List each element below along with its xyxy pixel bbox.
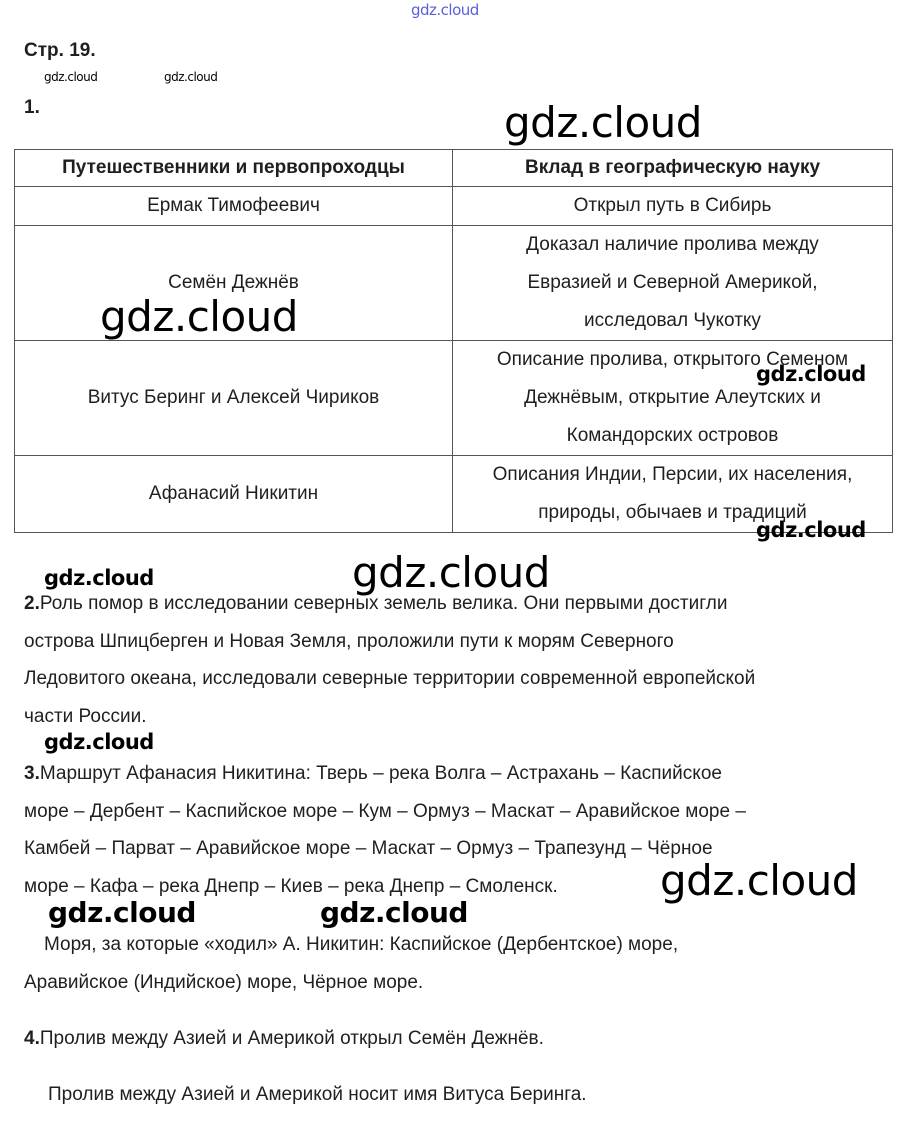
contribution-line: Евразией и Северной Америкой, — [527, 272, 818, 293]
contribution-line: Описания Индии, Персии, их населения, — [492, 464, 853, 485]
text-line: море – Кафа – река Днепр – Киев – река Днепр – Смоленск. — [24, 875, 558, 897]
task1-label: 1. — [24, 97, 40, 118]
text-line: острова Шпицберген и Новая Земля, проложили пути к морям Северного — [24, 630, 674, 652]
travelers-table — [14, 149, 893, 533]
contribution-line: Командорских островов — [566, 425, 779, 446]
text-span: Роль помор в исследовании северных земель велика. Они первыми достигли — [39, 593, 728, 614]
text-line — [24, 585, 755, 623]
text-line: Моря, за которые «ходил» А. Никитин: Каспийское (Дербентское) море, — [44, 934, 679, 955]
text-line: Ледовитого океана, исследовали северные территории современной европейской — [24, 668, 756, 689]
text-line — [24, 1020, 544, 1058]
text-line — [24, 755, 746, 793]
table-header: Вклад в географическую науку — [453, 150, 893, 187]
contribution-line: Открыл путь в Сибирь — [573, 195, 772, 216]
watermark-top: gdz.cloud — [411, 1, 479, 19]
watermark-large: gdz.cloud — [100, 292, 298, 341]
task3-text — [24, 755, 746, 905]
contribution-line: природы, обычаев и традиций — [538, 502, 807, 523]
watermark-medium: gdz.cloud — [44, 566, 154, 590]
watermark-medium: gdz.cloud — [320, 896, 468, 929]
table-header: Путешественники и первопроходцы — [15, 150, 453, 187]
contribution-line: Дежнёвым, открытие Алеутских и — [524, 387, 821, 408]
watermark-large: gdz.cloud — [504, 98, 702, 147]
text-line: части России. — [24, 705, 147, 727]
watermark-medium: gdz.cloud — [756, 362, 866, 386]
traveler-name: Ермак Тимофеевич — [15, 187, 453, 226]
traveler-name: Витус Беринг и Алексей Чириков — [15, 341, 453, 456]
watermark-large: gdz.cloud — [660, 856, 858, 905]
table-row — [15, 187, 893, 226]
text-line: море – Дербент – Каспийское море – Кум – Ормуз – Маскат – Аравийское море – — [24, 800, 746, 822]
contribution-line: Описание пролива, открытого Семеном — [496, 349, 849, 370]
task4-text — [24, 1020, 544, 1058]
watermark-medium: gdz.cloud — [44, 730, 154, 754]
task4-text-2: Пролив между Азией и Америкой носит имя Витуса Беринга. — [48, 1084, 587, 1105]
contribution-line: исследовал Чукотку — [584, 310, 761, 331]
watermark-small: gdz.cloud — [164, 70, 218, 84]
text-line: Камбей – Парват – Аравийское море – Маскат – Ормуз – Трапезунд – Чёрное — [24, 838, 713, 859]
task3-seas-text — [24, 926, 678, 1001]
text-line: Аравийское (Индийское) море, Чёрное море. — [24, 971, 424, 993]
contribution — [453, 341, 893, 456]
watermark-small: gdz.cloud — [44, 70, 98, 84]
task-number: 4. — [24, 1028, 40, 1049]
traveler-name: Семён Дежнёв — [15, 226, 453, 341]
table-row — [15, 341, 893, 456]
watermark-large: gdz.cloud — [352, 548, 550, 597]
task-number: 3. — [24, 763, 40, 784]
text-span: Пролив между Азией и Америкой открыл Семён Дежнёв. — [39, 1028, 544, 1049]
page-label: Стр. 19. — [24, 40, 96, 61]
table-header-row — [15, 150, 893, 187]
watermark-medium: gdz.cloud — [48, 896, 196, 929]
contribution — [453, 187, 893, 226]
text-span: Маршрут Афанасия Никитина: Тверь – река Волга – Астрахань – Каспийское — [39, 763, 722, 784]
task2-text — [24, 585, 755, 735]
contribution — [453, 226, 893, 341]
traveler-name: Афанасий Никитин — [15, 456, 453, 533]
task-number: 2. — [24, 593, 40, 614]
watermark-medium: gdz.cloud — [756, 518, 866, 542]
contribution-line: Доказал наличие пролива между — [526, 234, 819, 255]
